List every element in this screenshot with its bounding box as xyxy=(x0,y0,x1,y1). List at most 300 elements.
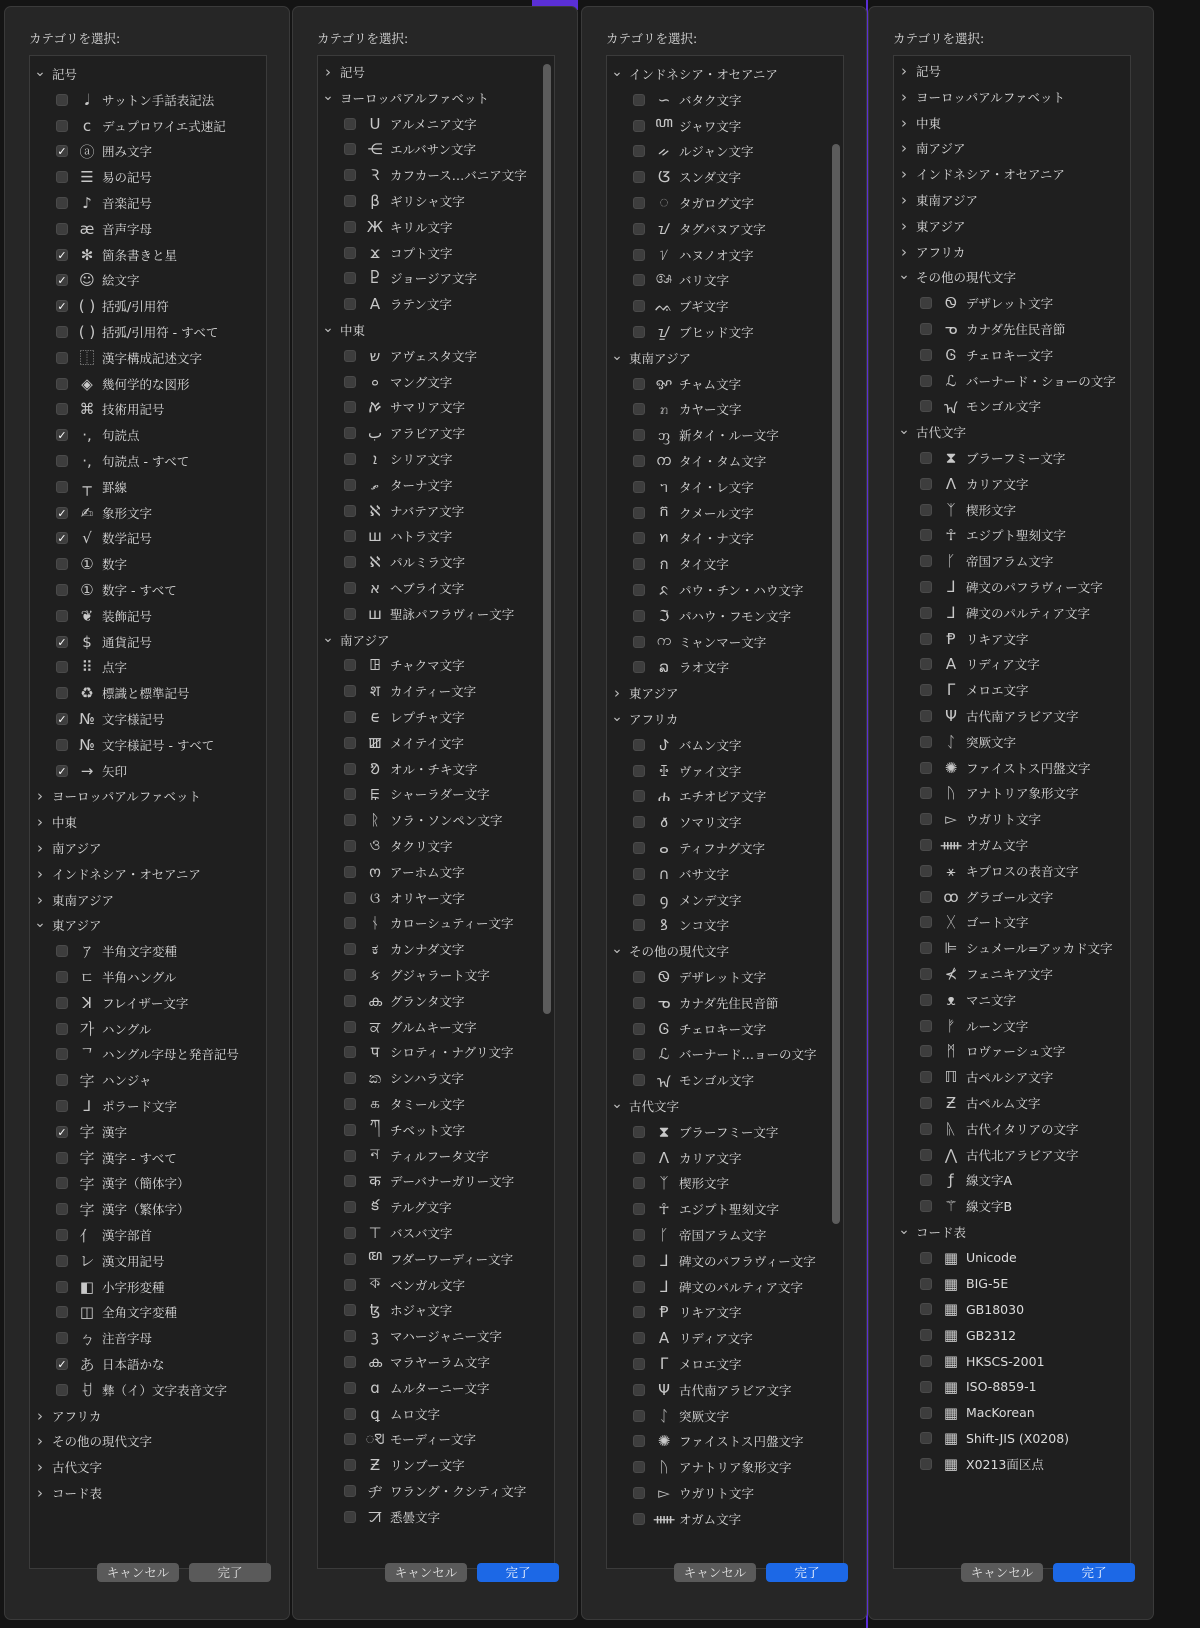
category-group[interactable] xyxy=(894,239,1130,265)
checkbox[interactable] xyxy=(633,532,645,544)
category-item[interactable] xyxy=(607,190,843,216)
category-item[interactable] xyxy=(607,1067,843,1093)
chevron-down-icon[interactable]: ⌄ xyxy=(898,1222,910,1238)
category-item[interactable] xyxy=(318,1323,554,1349)
checkbox[interactable] xyxy=(633,1513,645,1525)
checkbox[interactable] xyxy=(920,968,932,980)
category-item[interactable] xyxy=(607,500,843,526)
checkbox-checked[interactable]: ✓ xyxy=(57,1125,67,1139)
checkbox[interactable] xyxy=(633,1435,645,1447)
checkbox[interactable] xyxy=(633,403,645,415)
category-item[interactable] xyxy=(318,601,554,627)
category-item[interactable] xyxy=(318,885,554,911)
chevron-down-icon[interactable]: ⌄ xyxy=(611,709,623,725)
chevron-right-icon[interactable]: › xyxy=(901,216,907,235)
category-item[interactable] xyxy=(30,371,266,397)
category-item[interactable] xyxy=(607,448,843,474)
checkbox[interactable] xyxy=(633,765,645,777)
chevron-down-icon[interactable]: ⌄ xyxy=(611,64,623,80)
category-item[interactable] xyxy=(894,600,1130,626)
checkbox[interactable] xyxy=(344,866,356,878)
checkbox[interactable] xyxy=(920,452,932,464)
checkbox-checked[interactable]: ✓ xyxy=(57,145,67,159)
category-item[interactable] xyxy=(607,1325,843,1351)
category-group[interactable] xyxy=(894,84,1130,110)
category-item[interactable] xyxy=(318,1452,554,1478)
category-item[interactable] xyxy=(607,809,843,835)
checkbox[interactable] xyxy=(344,1459,356,1471)
category-group[interactable] xyxy=(894,110,1130,136)
checkbox[interactable] xyxy=(633,1281,645,1293)
category-item[interactable] xyxy=(318,1117,554,1143)
category-item[interactable] xyxy=(607,1145,843,1171)
category-item[interactable] xyxy=(894,884,1130,910)
chevron-right-icon[interactable]: › xyxy=(37,839,43,857)
category-item[interactable] xyxy=(607,964,843,990)
checkbox[interactable] xyxy=(344,917,356,929)
category-group[interactable] xyxy=(894,213,1130,239)
checkbox[interactable] xyxy=(633,816,645,828)
chevron-right-icon[interactable]: › xyxy=(37,864,43,883)
checkbox[interactable] xyxy=(344,350,356,362)
category-group[interactable] xyxy=(607,345,843,371)
checkbox[interactable] xyxy=(920,555,932,567)
category-item[interactable] xyxy=(607,371,843,397)
category-item[interactable] xyxy=(894,703,1130,729)
checkbox[interactable] xyxy=(920,762,932,774)
checkbox[interactable] xyxy=(920,400,932,412)
category-item[interactable] xyxy=(318,962,554,988)
checkbox[interactable] xyxy=(344,376,356,388)
category-list[interactable] xyxy=(606,55,844,1569)
checkbox[interactable] xyxy=(344,272,356,284)
category-item[interactable] xyxy=(30,1119,266,1145)
checkbox[interactable] xyxy=(344,1124,356,1136)
checkbox[interactable] xyxy=(633,1229,645,1241)
category-item[interactable] xyxy=(894,1425,1130,1451)
category-item[interactable] xyxy=(318,162,554,188)
checkbox[interactable] xyxy=(344,892,356,904)
category-item[interactable] xyxy=(894,368,1130,394)
category-item[interactable] xyxy=(30,267,266,293)
category-item[interactable] xyxy=(607,1016,843,1042)
category-item[interactable] xyxy=(607,577,843,603)
checkbox[interactable] xyxy=(920,1432,932,1444)
checkbox[interactable] xyxy=(920,1200,932,1212)
done-button[interactable]: 完了 xyxy=(477,1563,559,1582)
category-item[interactable] xyxy=(607,835,843,861)
category-item[interactable] xyxy=(318,1375,554,1401)
category-item[interactable] xyxy=(30,422,266,448)
category-item[interactable] xyxy=(894,935,1130,961)
checkbox[interactable] xyxy=(920,1123,932,1135)
checkbox[interactable] xyxy=(56,971,68,983)
checkbox[interactable] xyxy=(344,1253,356,1265)
category-group[interactable] xyxy=(318,627,554,653)
category-item[interactable] xyxy=(894,471,1130,497)
category-item[interactable] xyxy=(607,113,843,139)
category-item[interactable] xyxy=(318,265,554,291)
category-item[interactable] xyxy=(894,1116,1130,1142)
chevron-down-icon[interactable]: ⌄ xyxy=(898,267,910,284)
checkbox[interactable] xyxy=(920,529,932,541)
category-item[interactable] xyxy=(30,1299,266,1325)
checkbox[interactable] xyxy=(344,1175,356,1187)
checkbox[interactable] xyxy=(56,1306,68,1318)
cancel-button[interactable]: キャンセル xyxy=(961,1563,1043,1582)
checkbox[interactable] xyxy=(920,839,932,851)
category-item[interactable] xyxy=(894,755,1130,781)
checkbox[interactable] xyxy=(56,1152,68,1164)
chevron-right-icon[interactable]: › xyxy=(37,1458,43,1477)
category-item[interactable] xyxy=(318,1426,554,1452)
checkbox[interactable] xyxy=(56,171,68,183)
checkbox[interactable] xyxy=(56,1229,68,1241)
category-item[interactable] xyxy=(30,577,266,603)
category-item[interactable] xyxy=(318,910,554,936)
category-item[interactable] xyxy=(318,214,554,240)
checkbox[interactable] xyxy=(920,297,932,309)
checkbox[interactable] xyxy=(633,1177,645,1189)
category-item[interactable] xyxy=(30,396,266,422)
category-item[interactable] xyxy=(318,188,554,214)
checkbox[interactable] xyxy=(633,584,645,596)
checkbox[interactable] xyxy=(633,249,645,261)
checkbox[interactable] xyxy=(344,221,356,233)
checkbox-checked[interactable]: ✓ xyxy=(57,635,67,649)
checkbox[interactable] xyxy=(920,323,932,335)
chevron-down-icon[interactable]: ⌄ xyxy=(611,347,623,364)
category-item[interactable] xyxy=(30,1041,266,1067)
category-item[interactable] xyxy=(30,500,266,526)
category-item[interactable] xyxy=(607,422,843,448)
checkbox[interactable] xyxy=(633,1203,645,1215)
checkbox[interactable] xyxy=(920,865,932,877)
category-item[interactable] xyxy=(894,780,1130,806)
checkbox[interactable] xyxy=(633,1358,645,1370)
checkbox[interactable] xyxy=(633,455,645,467)
category-item[interactable] xyxy=(30,1222,266,1248)
category-item[interactable] xyxy=(318,704,554,730)
category-item[interactable] xyxy=(894,522,1130,548)
category-item[interactable] xyxy=(894,1090,1130,1116)
category-item[interactable] xyxy=(607,138,843,164)
category-item[interactable] xyxy=(607,990,843,1016)
category-item[interactable] xyxy=(318,498,554,524)
checkbox[interactable] xyxy=(633,223,645,235)
category-item[interactable] xyxy=(318,575,554,601)
category-group[interactable] xyxy=(318,59,554,85)
chevron-right-icon[interactable]: › xyxy=(901,191,907,209)
category-item[interactable] xyxy=(30,603,266,629)
category-item[interactable] xyxy=(607,1506,843,1532)
checkbox[interactable] xyxy=(56,584,68,596)
category-item[interactable] xyxy=(607,87,843,113)
checkbox[interactable] xyxy=(344,1201,356,1213)
checkbox[interactable] xyxy=(344,995,356,1007)
category-item[interactable] xyxy=(894,316,1130,342)
category-item[interactable] xyxy=(894,1348,1130,1374)
category-group[interactable] xyxy=(30,809,266,835)
category-group[interactable] xyxy=(894,419,1130,445)
category-item[interactable] xyxy=(894,574,1130,600)
checkbox[interactable] xyxy=(344,814,356,826)
chevron-right-icon[interactable]: › xyxy=(325,63,331,81)
checkbox[interactable] xyxy=(633,145,645,157)
checkbox[interactable] xyxy=(56,1384,68,1396)
category-group[interactable] xyxy=(30,912,266,938)
checkbox[interactable] xyxy=(920,787,932,799)
checkbox[interactable] xyxy=(344,1046,356,1058)
chevron-right-icon[interactable]: › xyxy=(37,1484,43,1502)
category-group[interactable] xyxy=(30,1428,266,1454)
checkbox[interactable] xyxy=(633,894,645,906)
checkbox[interactable] xyxy=(344,1356,356,1368)
category-item[interactable] xyxy=(30,242,266,268)
category-item[interactable] xyxy=(607,216,843,242)
chevron-right-icon[interactable]: › xyxy=(37,813,43,832)
category-item[interactable] xyxy=(318,1220,554,1246)
checkbox[interactable] xyxy=(344,840,356,852)
chevron-right-icon[interactable]: › xyxy=(901,62,907,80)
category-item[interactable] xyxy=(607,603,843,629)
checkbox[interactable] xyxy=(633,1255,645,1267)
checkbox[interactable] xyxy=(633,1023,645,1035)
checkbox[interactable] xyxy=(633,197,645,209)
checkbox[interactable] xyxy=(56,1177,68,1189)
category-item[interactable] xyxy=(318,1246,554,1272)
checkbox[interactable] xyxy=(344,1279,356,1291)
checkbox[interactable] xyxy=(920,813,932,825)
category-item[interactable] xyxy=(318,1272,554,1298)
category-item[interactable] xyxy=(318,343,554,369)
checkbox[interactable] xyxy=(920,1458,932,1470)
category-item[interactable] xyxy=(607,164,843,190)
chevron-right-icon[interactable]: › xyxy=(37,787,43,806)
checkbox-checked[interactable]: ✓ xyxy=(57,764,67,778)
checkbox[interactable] xyxy=(633,997,645,1009)
chevron-down-icon[interactable]: ⌄ xyxy=(898,422,910,439)
checkbox[interactable] xyxy=(920,891,932,903)
checkbox[interactable] xyxy=(56,403,68,415)
category-group[interactable] xyxy=(30,783,266,809)
checkbox[interactable] xyxy=(920,1149,932,1161)
checkbox[interactable] xyxy=(56,739,68,751)
category-item[interactable] xyxy=(318,807,554,833)
checkbox[interactable] xyxy=(633,636,645,648)
scrollbar-thumb[interactable] xyxy=(543,64,551,1014)
category-item[interactable] xyxy=(318,988,554,1014)
category-item[interactable] xyxy=(894,1271,1130,1297)
checkbox[interactable] xyxy=(920,607,932,619)
category-group[interactable] xyxy=(894,264,1130,290)
checkbox[interactable] xyxy=(633,919,645,931)
category-item[interactable] xyxy=(30,1093,266,1119)
checkbox-checked[interactable]: ✓ xyxy=(57,532,67,546)
category-item[interactable] xyxy=(607,1351,843,1377)
category-item[interactable] xyxy=(607,474,843,500)
checkbox[interactable] xyxy=(920,1329,932,1341)
checkbox[interactable] xyxy=(633,507,645,519)
category-item[interactable] xyxy=(318,1401,554,1427)
category-group[interactable] xyxy=(30,1480,266,1506)
category-item[interactable] xyxy=(607,1377,843,1403)
checkbox[interactable] xyxy=(633,1487,645,1499)
category-item[interactable] xyxy=(894,497,1130,523)
checkbox[interactable] xyxy=(56,1074,68,1086)
done-button[interactable]: 完了 xyxy=(1053,1563,1135,1582)
category-item[interactable] xyxy=(894,1193,1130,1219)
checkbox[interactable] xyxy=(633,171,645,183)
category-item[interactable] xyxy=(894,1038,1130,1064)
category-item[interactable] xyxy=(30,680,266,706)
chevron-down-icon[interactable]: ⌄ xyxy=(611,1096,623,1112)
category-list[interactable] xyxy=(893,55,1131,1569)
checkbox[interactable] xyxy=(56,197,68,209)
chevron-down-icon[interactable]: ⌄ xyxy=(322,320,334,336)
checkbox-checked[interactable]: ✓ xyxy=(57,248,67,262)
checkbox[interactable] xyxy=(633,429,645,441)
checkbox[interactable] xyxy=(633,1332,645,1344)
checkbox[interactable] xyxy=(920,684,932,696)
checkbox[interactable] xyxy=(56,1281,68,1293)
category-item[interactable] xyxy=(894,1064,1130,1090)
category-item[interactable] xyxy=(30,1248,266,1274)
category-list[interactable] xyxy=(29,55,267,1569)
checkbox[interactable] xyxy=(56,352,68,364)
checkbox[interactable] xyxy=(344,1072,356,1084)
category-item[interactable] xyxy=(894,651,1130,677)
category-item[interactable] xyxy=(318,369,554,395)
category-item[interactable] xyxy=(318,472,554,498)
checkbox[interactable] xyxy=(344,1433,356,1445)
category-item[interactable] xyxy=(607,1299,843,1325)
category-group[interactable] xyxy=(30,887,266,913)
category-item[interactable] xyxy=(318,549,554,575)
checkbox[interactable] xyxy=(920,633,932,645)
checkbox[interactable] xyxy=(344,479,356,491)
category-item[interactable] xyxy=(30,629,266,655)
category-group[interactable] xyxy=(607,61,843,87)
checkbox[interactable] xyxy=(920,1407,932,1419)
category-item[interactable] xyxy=(894,1245,1130,1271)
checkbox[interactable] xyxy=(56,945,68,957)
category-item[interactable] xyxy=(30,474,266,500)
checkbox[interactable] xyxy=(920,994,932,1006)
checkbox[interactable] xyxy=(344,298,356,310)
category-item[interactable] xyxy=(607,758,843,784)
checkbox[interactable] xyxy=(633,1461,645,1473)
checkbox[interactable] xyxy=(344,763,356,775)
checkbox[interactable] xyxy=(920,375,932,387)
category-item[interactable] xyxy=(607,396,843,422)
checkbox[interactable] xyxy=(633,558,645,570)
category-item[interactable] xyxy=(607,1454,843,1480)
chevron-right-icon[interactable]: › xyxy=(37,1406,43,1425)
chevron-down-icon[interactable]: ⌄ xyxy=(34,915,46,932)
category-group[interactable] xyxy=(607,1093,843,1119)
category-item[interactable] xyxy=(30,1196,266,1222)
checkbox[interactable] xyxy=(633,661,645,673)
category-item[interactable] xyxy=(318,833,554,859)
checkbox[interactable] xyxy=(633,971,645,983)
category-item[interactable] xyxy=(30,1351,266,1377)
checkbox[interactable] xyxy=(56,661,68,673)
checkbox[interactable] xyxy=(56,481,68,493)
checkbox[interactable] xyxy=(344,943,356,955)
category-item[interactable] xyxy=(607,1170,843,1196)
category-item[interactable] xyxy=(607,242,843,268)
chevron-right-icon[interactable]: › xyxy=(901,242,907,261)
category-item[interactable] xyxy=(894,1013,1130,1039)
category-item[interactable] xyxy=(318,446,554,472)
checkbox[interactable] xyxy=(920,1252,932,1264)
checkbox[interactable] xyxy=(56,223,68,235)
category-item[interactable] xyxy=(30,319,266,345)
category-group[interactable] xyxy=(894,1219,1130,1245)
category-item[interactable] xyxy=(607,1222,843,1248)
category-item[interactable] xyxy=(30,551,266,577)
checkbox[interactable] xyxy=(920,1097,932,1109)
checkbox[interactable] xyxy=(344,969,356,981)
category-item[interactable] xyxy=(30,990,266,1016)
category-item[interactable] xyxy=(318,420,554,446)
category-item[interactable] xyxy=(30,1016,266,1042)
category-group[interactable] xyxy=(607,938,843,964)
category-item[interactable] xyxy=(894,1167,1130,1193)
checkbox[interactable] xyxy=(633,378,645,390)
category-item[interactable] xyxy=(318,936,554,962)
category-item[interactable] xyxy=(30,164,266,190)
category-item[interactable] xyxy=(607,912,843,938)
checkbox[interactable] xyxy=(920,504,932,516)
chevron-right-icon[interactable]: › xyxy=(614,684,620,703)
checkbox[interactable] xyxy=(920,1355,932,1367)
category-item[interactable] xyxy=(318,678,554,704)
checkbox[interactable] xyxy=(920,942,932,954)
checkbox[interactable] xyxy=(344,427,356,439)
checkbox[interactable] xyxy=(633,94,645,106)
category-item[interactable] xyxy=(30,190,266,216)
checkbox[interactable] xyxy=(56,326,68,338)
checkbox[interactable] xyxy=(633,1384,645,1396)
category-item[interactable] xyxy=(894,342,1130,368)
checkbox[interactable] xyxy=(920,658,932,670)
category-item[interactable] xyxy=(318,1349,554,1375)
checkbox[interactable] xyxy=(633,842,645,854)
checkbox[interactable] xyxy=(344,1382,356,1394)
checkbox[interactable] xyxy=(344,505,356,517)
checkbox[interactable] xyxy=(920,710,932,722)
checkbox-checked[interactable]: ✓ xyxy=(57,506,67,520)
category-item[interactable] xyxy=(318,1168,554,1194)
checkbox[interactable] xyxy=(920,1381,932,1393)
category-item[interactable] xyxy=(318,781,554,807)
checkbox[interactable] xyxy=(633,326,645,338)
checkbox[interactable] xyxy=(344,401,356,413)
category-group[interactable] xyxy=(607,706,843,732)
category-item[interactable] xyxy=(30,138,266,164)
chevron-right-icon[interactable]: › xyxy=(901,139,907,158)
category-group[interactable] xyxy=(30,835,266,861)
checkbox[interactable] xyxy=(344,1098,356,1110)
category-item[interactable] xyxy=(894,1374,1130,1400)
cancel-button[interactable]: キャンセル xyxy=(97,1563,179,1582)
category-item[interactable] xyxy=(30,448,266,474)
category-item[interactable] xyxy=(607,629,843,655)
category-item[interactable] xyxy=(30,654,266,680)
category-group[interactable] xyxy=(894,135,1130,161)
